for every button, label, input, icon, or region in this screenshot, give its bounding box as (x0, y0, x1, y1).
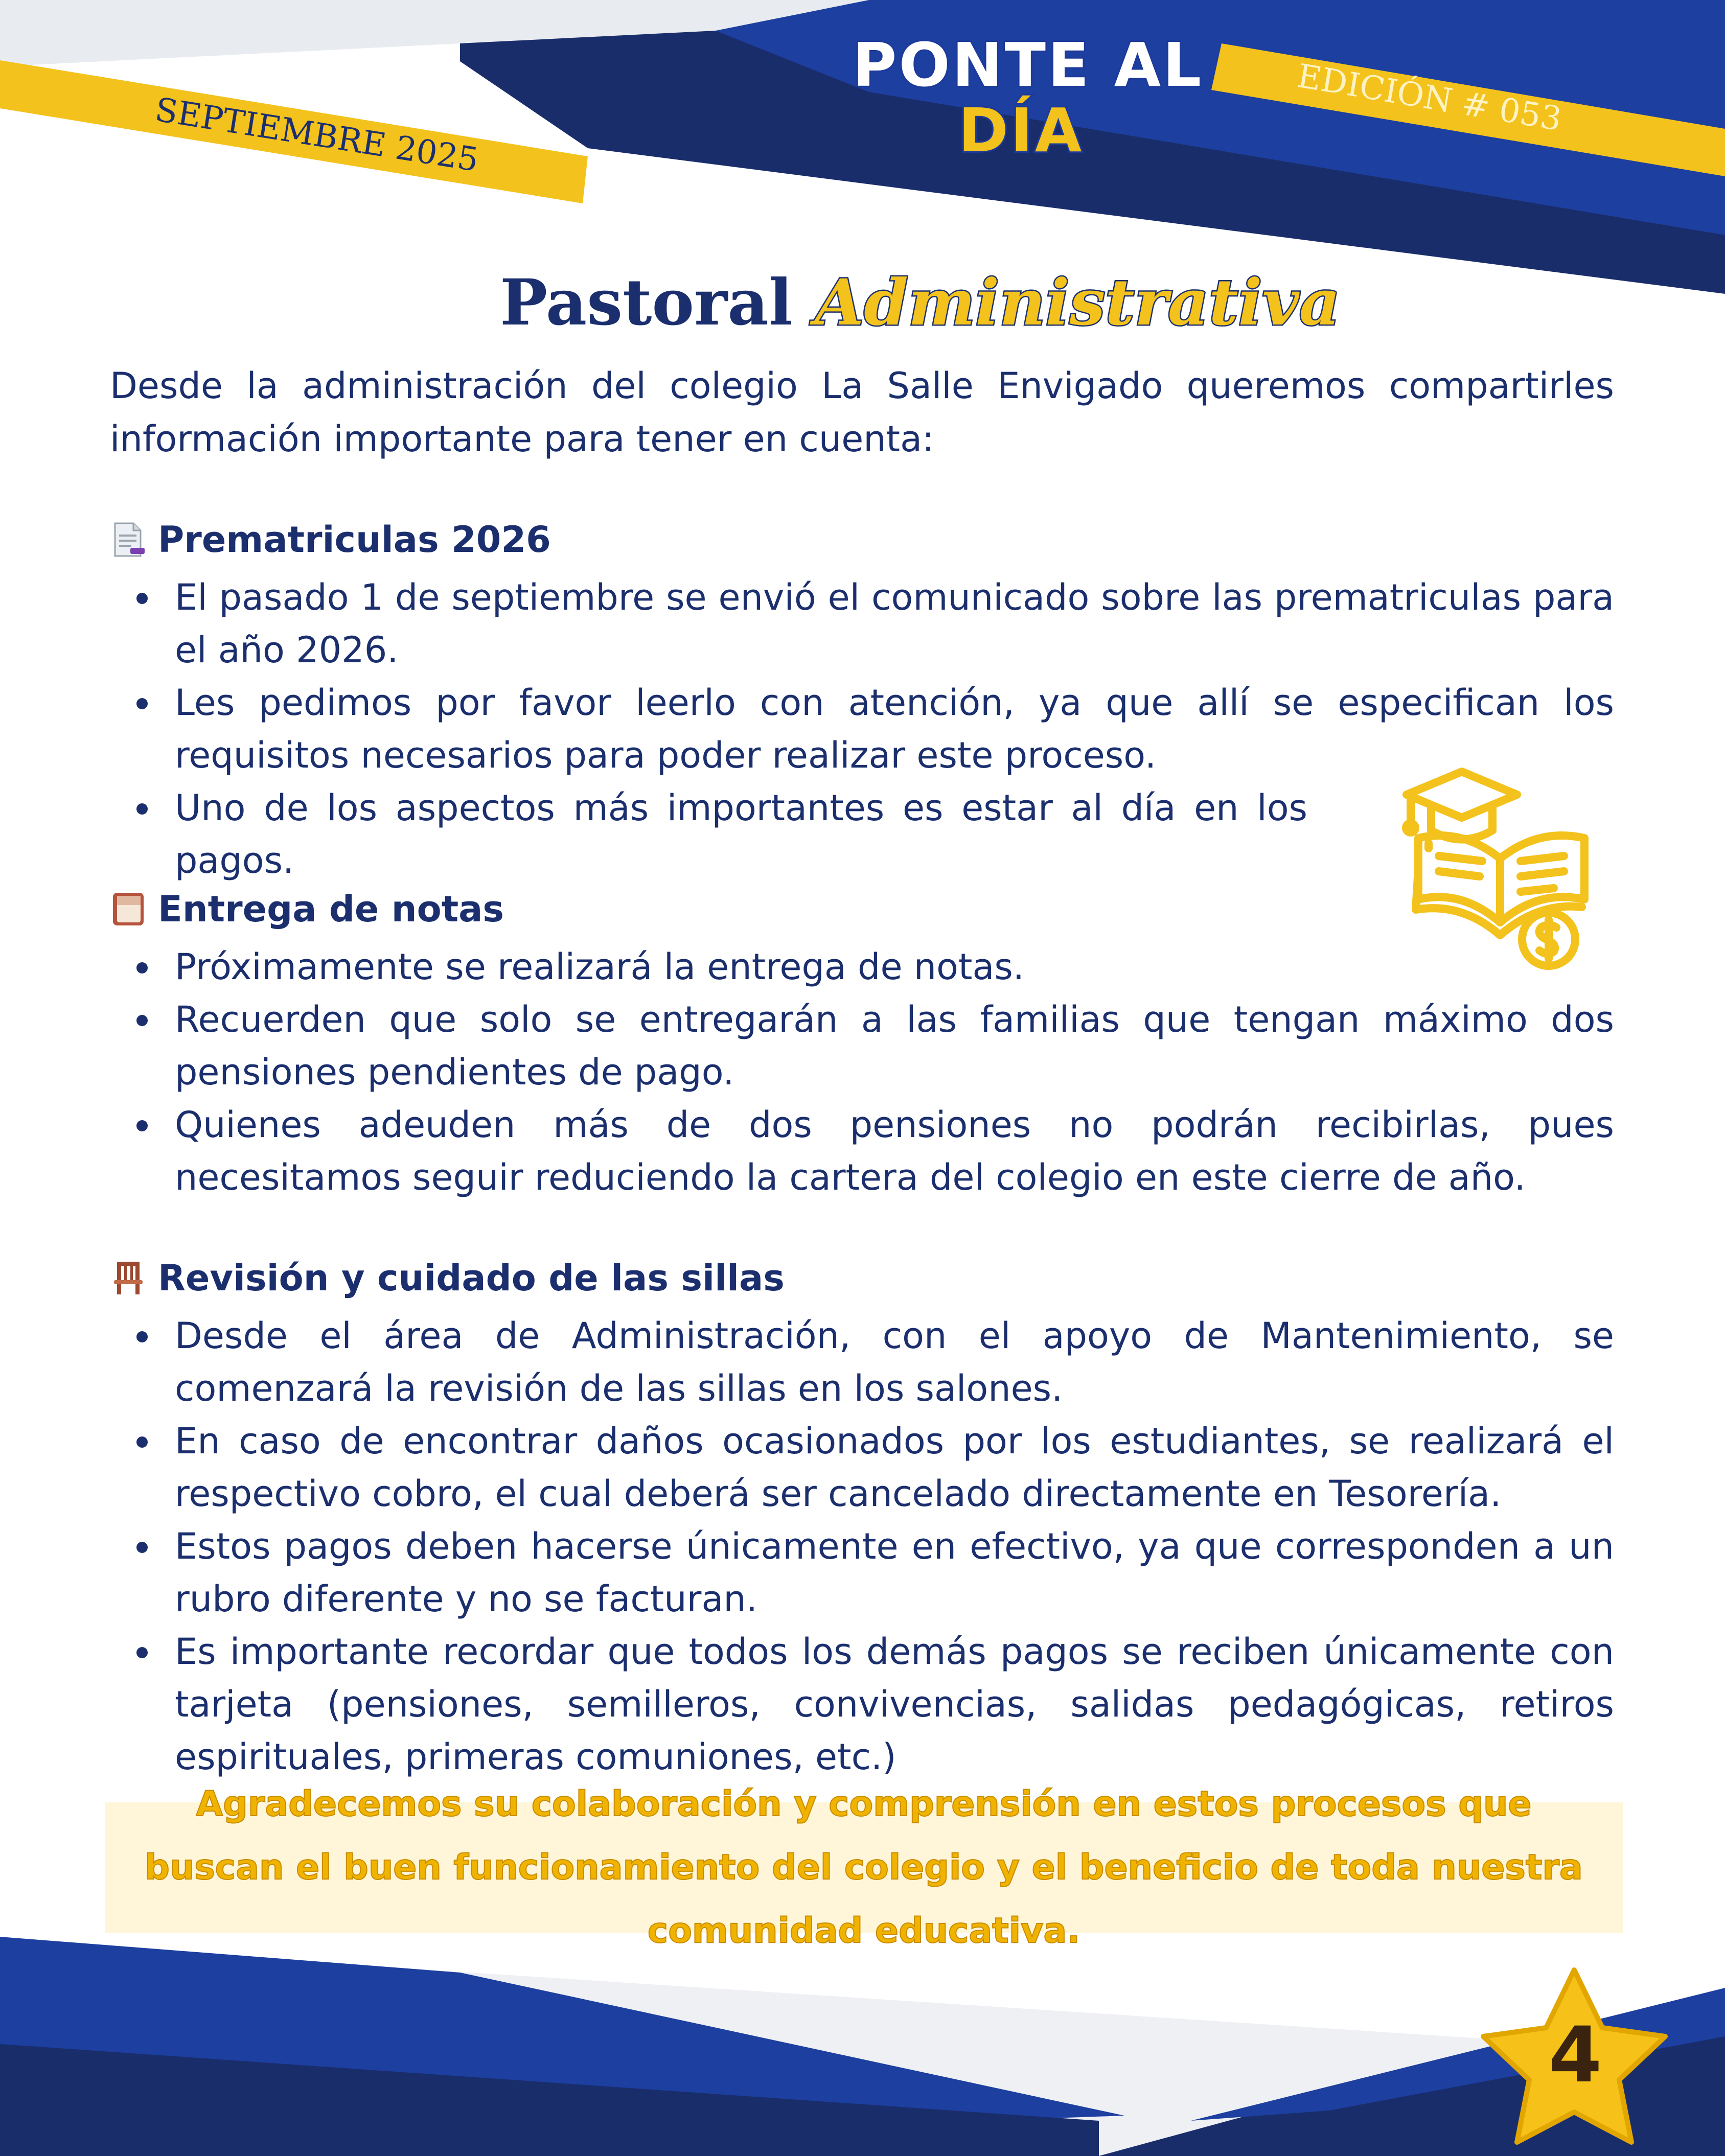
list-item: Próximamente se realizará la entrega de notas. (110, 941, 1614, 993)
bullet-icon (136, 593, 148, 604)
notebook-icon (110, 891, 147, 928)
list-item: Estos pagos deben hacerse únicamente en efectivo, ya que corresponden a un rubro diferente y no se facturan. (110, 1520, 1614, 1626)
bullet-icon (136, 1647, 148, 1658)
bullet-icon (136, 698, 148, 709)
section-heading-text: Revisión y cuidado de las sillas (158, 1257, 785, 1299)
document-icon (110, 521, 147, 558)
list-item: Desde el área de Administración, con el apoyo de Mantenimiento, se comenzará la revisión de las sillas en los salones. (110, 1310, 1614, 1415)
section-heading-text: Entrega de notas (158, 888, 504, 930)
bullet-icon (136, 1331, 148, 1342)
bullet-icon (136, 1436, 148, 1448)
bullet-icon (136, 1015, 148, 1026)
list-prematriculas (110, 571, 1614, 887)
bullet-icon (136, 1120, 148, 1131)
section-heading-text: Prematriculas 2026 (158, 519, 551, 561)
edition-ribbon-text: EDICIÓN # 053 (1294, 57, 1565, 139)
list-item: Les pedimos por favor leerlo con atención, ya que allí se especifican los requisitos necesarios para poder realizar este proceso. (110, 677, 1614, 782)
bullet-icon (136, 962, 148, 973)
chair-icon (110, 1260, 147, 1296)
list-sillas (110, 1310, 1614, 1783)
section-heading-entrega-notas (110, 888, 504, 930)
logo-line2: DÍA (958, 95, 1084, 166)
page-number: 4 (1549, 2011, 1602, 2100)
list-item: Recuerden que solo se entregarán a las familias que tengan máximo dos pensiones pendientes de pago. (110, 993, 1614, 1099)
bullet-icon (136, 803, 148, 815)
list-item: El pasado 1 de septiembre se envió el comunicado sobre las prematriculas para el año 2026. (110, 571, 1614, 677)
list-item: Es importante recordar que todos los demás pagos se reciben únicamente con tarjeta (pensiones, semilleros, convivencias, salidas pedagógicas, retiros espirituales, primeras comuniones, etc.) (110, 1626, 1614, 1783)
section-heading-prematriculas (110, 519, 551, 561)
list-entrega-notas (110, 941, 1614, 1204)
list-item: Quienes adeuden más de dos pensiones no podrán recibirlas, pues necesitamos seguir reduciendo la cartera del colegio en este cierre de año. (110, 1099, 1614, 1204)
intro-paragraph: Desde la administración del colegio La Salle Envigado queremos compartirles información importante para tener en cuenta: (110, 365, 1614, 460)
closing-text: Agradecemos su colaboración y comprensión en estos procesos que buscan el buen funcionamiento del colegio y el beneficio de toda nuestra comunidad educativa. (145, 1784, 1583, 1951)
list-item: En caso de encontrar daños ocasionados por los estudiantes, se realizará el respectivo cobro, el cual deberá ser cancelado directamente en Tesorería. (110, 1415, 1614, 1520)
date-ribbon-text: SEPTIEMBRE 2025 (152, 91, 481, 180)
title-accent: Administrativa (815, 266, 1341, 340)
list-item: Uno de los aspectos más importantes es estar al día en los pagos. (110, 782, 1614, 887)
closing-box (105, 1784, 1623, 1951)
title-main: Pastoral (500, 266, 793, 340)
logo-line1: PONTE AL (853, 30, 1204, 100)
bullet-icon (136, 1542, 148, 1553)
section-heading-sillas (110, 1257, 785, 1299)
page-title (500, 266, 1340, 340)
